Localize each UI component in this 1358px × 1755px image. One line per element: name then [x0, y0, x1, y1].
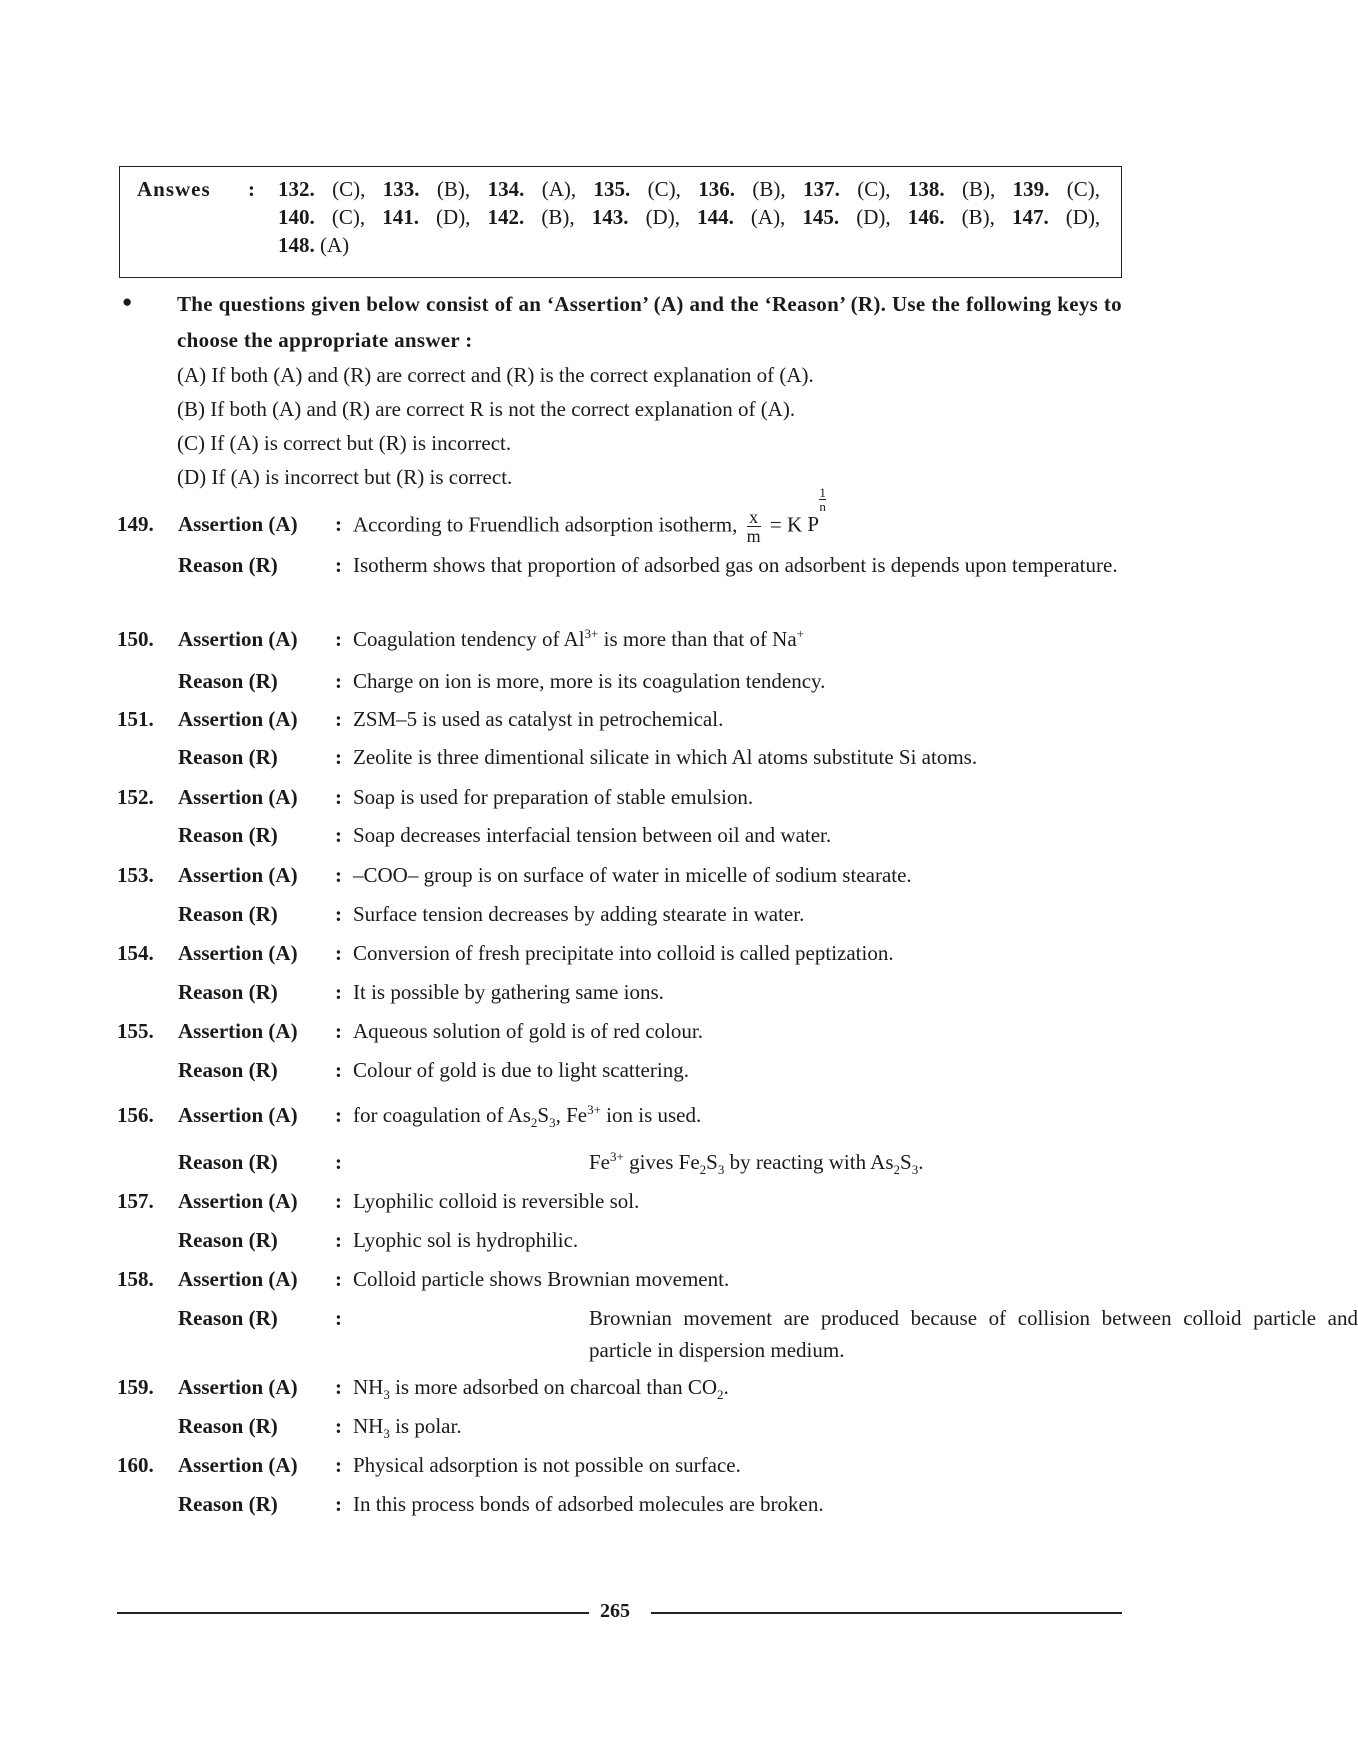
- assertion-label: Assertion (A): [178, 627, 298, 651]
- assertion-label: Assertion (A): [178, 512, 298, 536]
- assertion: [117, 1185, 1122, 1217]
- answer-number: 146.: [907, 205, 945, 229]
- answer-list: [278, 175, 1100, 259]
- answer-line: [278, 203, 1100, 231]
- reason: [117, 898, 1122, 930]
- answer-option: (C),: [647, 177, 681, 201]
- assertion-label: Assertion (A): [178, 1453, 298, 1477]
- question-number: 155.: [117, 1019, 154, 1043]
- answer-key-box: [119, 166, 1122, 278]
- assertion-text: Conversion of fresh precipitate into colloid is called peptization.: [353, 941, 894, 965]
- reason-text: $Fe^{3+}$ gives $Fe_2S_3$ by reacting with $As_2S_3$.: [589, 1149, 924, 1178]
- reason-label: Reason (R): [178, 980, 278, 1004]
- assertion-label: Assertion (A): [178, 1375, 298, 1399]
- reason: [117, 819, 1122, 851]
- reason: [117, 976, 1122, 1008]
- answer-number: 140.: [278, 205, 315, 229]
- colon: :: [335, 1019, 342, 1043]
- assertion: [117, 1449, 1122, 1481]
- reason-text: It is possible by gathering same ions.: [353, 980, 664, 1004]
- answer-option: (B),: [752, 177, 786, 201]
- answer-number: 132.: [278, 177, 315, 201]
- assertion: [117, 703, 1122, 735]
- colon: :: [335, 902, 342, 926]
- question-number: 158.: [117, 1267, 154, 1291]
- colon: :: [335, 707, 342, 731]
- answer-number: 145.: [802, 205, 840, 229]
- assertion-text: Lyophilic colloid is reversible sol.: [353, 1189, 640, 1213]
- answers-colon: :: [248, 177, 255, 201]
- reason: [117, 1054, 1122, 1086]
- colon: :: [335, 1189, 342, 1213]
- assertion-label: Assertion (A): [178, 941, 298, 965]
- reason-text: Surface tension decreases by adding stearate in water.: [353, 902, 805, 926]
- question-number: 149.: [117, 512, 154, 536]
- assertion-label: Assertion (A): [178, 785, 298, 809]
- question-number: 160.: [117, 1453, 154, 1477]
- reason-text: Isotherm shows that proportion of adsorbed gas on adsorbent is depends upon temperature.: [353, 553, 1118, 577]
- colon: :: [335, 1492, 342, 1516]
- assertion-text: –COO– group is on surface of water in micelle of sodium stearate.: [353, 863, 912, 887]
- key-a: (A) If both (A) and (R) are correct and (R) is the correct explanation of (A).: [177, 363, 814, 387]
- reason-label: Reason (R): [178, 823, 278, 847]
- reason-label: Reason (R): [178, 1492, 278, 1516]
- reason: [117, 741, 1122, 773]
- question-number: 153.: [117, 863, 154, 887]
- assertion: [117, 485, 1122, 546]
- assertion-text: Coagulation tendency of $Al^{3+}$ is more than that of Na+: [353, 626, 805, 651]
- colon: :: [335, 1375, 342, 1399]
- answer-option: (D),: [1065, 205, 1101, 229]
- assertion: [117, 859, 1122, 891]
- assertion-label: Assertion (A): [178, 707, 298, 731]
- answer-number: 135.: [593, 177, 631, 201]
- assertion-text: ZSM–5 is used as catalyst in petrochemical.: [353, 707, 724, 731]
- assertion-label: Assertion (A): [178, 863, 298, 887]
- colon: :: [335, 823, 342, 847]
- colon: :: [335, 1150, 342, 1174]
- question-number: 152.: [117, 785, 154, 809]
- reason: [117, 1146, 1122, 1178]
- question-number: 156.: [117, 1103, 154, 1127]
- assertion: [117, 1371, 1122, 1403]
- colon: :: [335, 745, 342, 769]
- question-number: 150.: [117, 627, 154, 651]
- page-number: 265: [600, 1600, 630, 1622]
- reason: [117, 1488, 1122, 1520]
- instruction-text: The questions given below consist of an ‘Assertion’ (A) and the ‘Reason’ (R). Use the following keys to choose the appropriate answer :: [177, 292, 1122, 352]
- colon: :: [335, 1267, 342, 1291]
- colon: :: [335, 941, 342, 965]
- answer-number: 138.: [907, 177, 945, 201]
- reason-text: Charge on ion is more, more is its coagulation tendency.: [353, 669, 826, 693]
- reason-text: Colour of gold is due to light scattering.: [353, 1058, 689, 1082]
- colon: :: [335, 553, 342, 577]
- colon: :: [335, 1414, 342, 1438]
- answer-number: 134.: [487, 177, 525, 201]
- answer-number: 141.: [382, 205, 419, 229]
- answer-number: 139.: [1012, 177, 1050, 201]
- assertion-text: According to Fruendlich adsorption isotherm, $\frac{x}{m}$ = K P 1 n: [353, 485, 826, 546]
- answer-option: (C),: [1066, 177, 1101, 201]
- answer-option: (B),: [436, 177, 471, 201]
- reason: [117, 1224, 1122, 1256]
- answer-option: (D),: [645, 205, 680, 229]
- assertion-label: Assertion (A): [178, 1189, 298, 1213]
- fraction: $\frac{x}{m}$: [746, 507, 761, 546]
- answers-label: Answes: [137, 177, 211, 201]
- reason-text: Soap decreases interfacial tension between oil and water.: [353, 823, 832, 847]
- reason-label: Reason (R): [178, 1058, 278, 1082]
- key-c: (C) If (A) is correct but (R) is incorrect.: [177, 431, 512, 455]
- assertion: [117, 937, 1122, 969]
- assertion-label: Assertion (A): [178, 1267, 298, 1291]
- answer-number: 143.: [591, 205, 629, 229]
- reason-text: In this process bonds of adsorbed molecules are broken.: [353, 1492, 824, 1516]
- answer-line: [278, 231, 1100, 259]
- reason-label: Reason (R): [178, 669, 278, 693]
- reason: [117, 665, 1122, 697]
- answer-option: (C),: [331, 205, 366, 229]
- colon: :: [335, 1453, 342, 1477]
- instructions: [177, 286, 1122, 494]
- reason: [117, 1410, 1122, 1442]
- question-number: 151.: [117, 707, 154, 731]
- colon: :: [335, 1228, 342, 1252]
- reason-label: Reason (R): [178, 1414, 278, 1438]
- question-number: 159.: [117, 1375, 154, 1399]
- reason-text: $NH_3$ is polar.: [353, 1414, 462, 1442]
- colon: :: [335, 1103, 342, 1127]
- reason-text: Zeolite is three dimentional silicate in which Al atoms substitute Si atoms.: [353, 745, 978, 769]
- footer-rule-left: [117, 1612, 589, 1614]
- assertion: [117, 1099, 1122, 1131]
- assertion: [117, 623, 1122, 655]
- colon: :: [335, 512, 342, 536]
- assertion-text: Colloid particle shows Brownian movement.: [353, 1267, 730, 1291]
- answer-option: (A): [320, 233, 350, 257]
- assertion: [117, 781, 1122, 813]
- reason: [117, 1302, 1358, 1366]
- assertion-text: Aqueous solution of gold is of red colour.: [353, 1019, 703, 1043]
- reason-label: Reason (R): [178, 553, 278, 577]
- answer-option: (B),: [541, 205, 575, 229]
- answer-option: (A),: [750, 205, 786, 229]
- answer-number: 144.: [697, 205, 734, 229]
- assertion-text: Soap is used for preparation of stable emulsion.: [353, 785, 754, 809]
- question-number: 157.: [117, 1189, 154, 1213]
- colon: :: [335, 669, 342, 693]
- power-term: P 1 n: [807, 485, 826, 537]
- answer-option: (C),: [857, 177, 891, 201]
- answer-option: (B),: [961, 177, 996, 201]
- footer-rule-right: [651, 1612, 1122, 1614]
- answer-number: 136.: [698, 177, 736, 201]
- colon: :: [335, 1058, 342, 1082]
- assertion: [117, 1263, 1122, 1295]
- answer-number: 137.: [803, 177, 840, 201]
- colon: :: [335, 863, 342, 887]
- reason-text: Brownian movement are produced because of collision between colloid particle and particle in dispersion medium.: [589, 1306, 1358, 1362]
- answer-line: [278, 175, 1100, 203]
- answer-number: 148.: [278, 233, 315, 257]
- colon: :: [335, 785, 342, 809]
- answer-option: (D),: [856, 205, 891, 229]
- key-d: (D) If (A) is incorrect but (R) is correct.: [177, 465, 513, 489]
- assertion-text: Physical adsorption is not possible on surface.: [353, 1453, 741, 1477]
- colon: :: [335, 1306, 342, 1330]
- reason-text: Lyophic sol is hydrophilic.: [353, 1228, 579, 1252]
- assertion: [117, 1015, 1122, 1047]
- assertion-label: Assertion (A): [178, 1019, 298, 1043]
- answer-number: 133.: [382, 177, 420, 201]
- bullet-icon: ●: [122, 292, 133, 311]
- reason-label: Reason (R): [178, 745, 278, 769]
- answer-option: (C),: [332, 177, 366, 201]
- assertion-label: Assertion (A): [178, 1103, 298, 1127]
- colon: :: [335, 980, 342, 1004]
- answer-option: (A),: [541, 177, 577, 201]
- colon: :: [335, 627, 342, 651]
- answer-number: 142.: [487, 205, 525, 229]
- answer-option: (B),: [961, 205, 995, 229]
- reason: [117, 549, 1122, 581]
- question-number: 154.: [117, 941, 154, 965]
- reason-label: Reason (R): [178, 1228, 278, 1252]
- answer-number: 147.: [1011, 205, 1049, 229]
- assertion-text: $NH_3$ is more adsorbed on charcoal than $CO_2$.: [353, 1375, 729, 1403]
- key-b: (B) If both (A) and (R) are correct R is not the correct explanation of (A).: [177, 397, 796, 421]
- reason-label: Reason (R): [178, 902, 278, 926]
- assertion-text: for coagulation of $As_2S_3$, $Fe^{3+}$ ion is used.: [353, 1102, 702, 1131]
- reason-label: Reason (R): [178, 1306, 278, 1330]
- reason-label: Reason (R): [178, 1150, 278, 1174]
- answer-option: (D),: [436, 205, 471, 229]
